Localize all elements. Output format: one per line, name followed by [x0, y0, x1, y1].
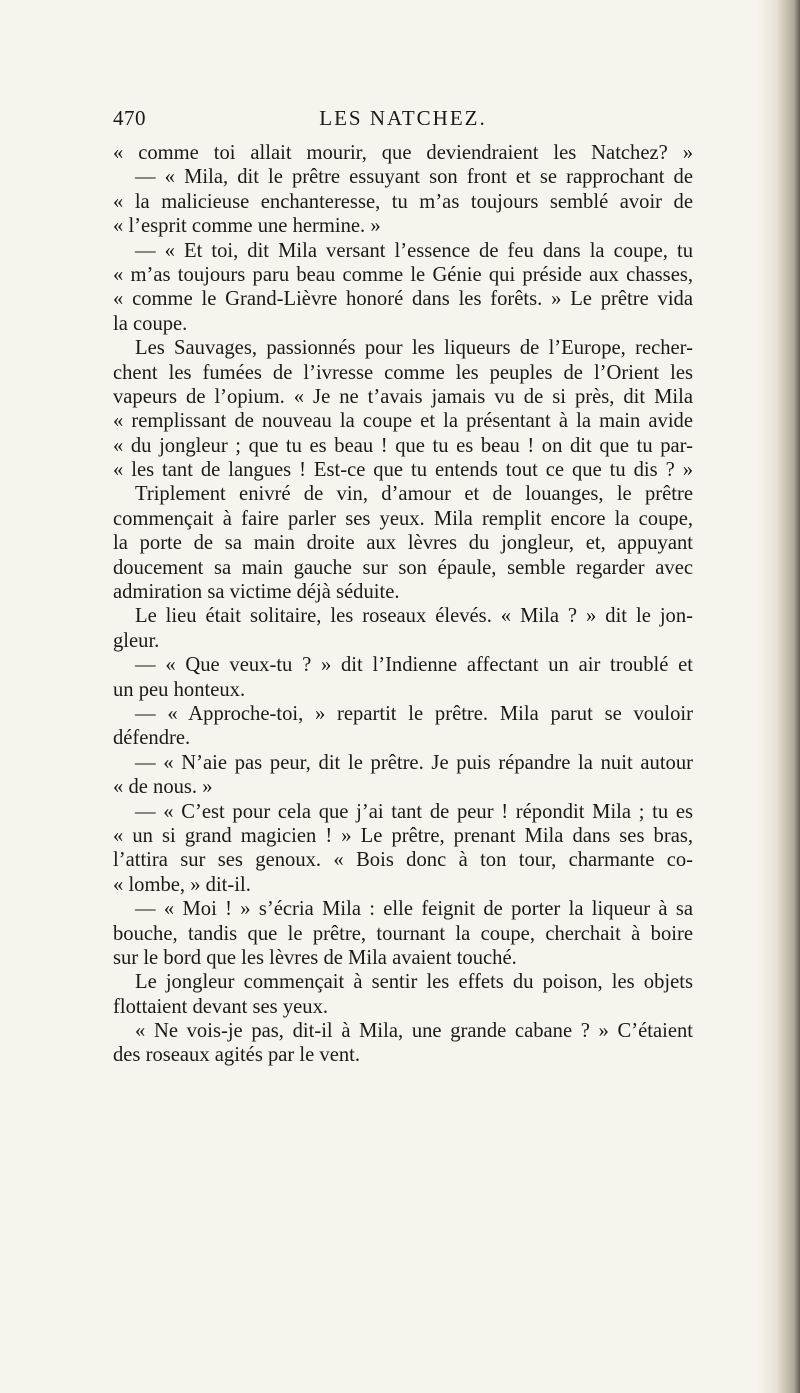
text-line: vapeurs de l’opium. « Je ne t’avais jamais vu de si près, dit Mila	[113, 385, 693, 408]
text-line: Le lieu était solitaire, les roseaux élevés. « Mila ? » dit le jon-	[135, 605, 693, 628]
text-line: « m’as toujours paru beau comme le Génie qui préside aux chasses,	[113, 263, 693, 286]
text-line: — « Et toi, dit Mila versant l’essence de feu dans la coupe, tu	[135, 239, 693, 262]
running-title: LES NATCHEZ.	[319, 106, 487, 130]
text-line: « remplissant de nouveau la coupe et la présentant à la main avide	[113, 410, 693, 433]
text-line: — « Que veux-tu ? » dit l’Indienne affectant un air troublé et	[135, 654, 693, 677]
text-line: la porte de sa main droite aux lèvres du jongleur, et, appuyant	[113, 532, 693, 555]
text-line: l’attira sur ses genoux. « Bois donc à ton tour, charmante co-	[113, 849, 693, 872]
text-line: défendre.	[113, 727, 191, 750]
text-line: — « Mila, dit le prêtre essuyant son front et se rapprochant de	[135, 166, 693, 189]
page-edge-shadow	[758, 0, 800, 1393]
text-line: commençait à faire parler ses yeux. Mila remplit encore la coupe,	[113, 507, 693, 530]
text-line: « comme le Grand-Lièvre honoré dans les forêts. » Le prêtre vida	[113, 288, 693, 311]
text-line: Le jongleur commençait à sentir les effets du poison, les objets	[135, 971, 693, 994]
text-line: — « N’aie pas peur, dit le prêtre. Je puis répandre la nuit autour	[135, 751, 693, 774]
text-line: « de nous. »	[113, 776, 213, 799]
text-line: doucement sa main gauche sur son épaule, semble regarder avec	[113, 556, 693, 579]
body-text	[113, 141, 693, 1068]
text-line: gleur.	[113, 629, 160, 652]
text-line: « un si grand magicien ! » Le prêtre, prenant Mila dans ses bras,	[113, 824, 693, 847]
text-line: sur le bord que les lèvres de Mila avaient touché.	[113, 946, 517, 969]
text-line: « Ne vois-je pas, dit-il à Mila, une grande cabane ? » C’étaient	[135, 1020, 693, 1043]
text-line: « du jongleur ; que tu es beau ! que tu es beau ! on dit que tu par-	[113, 434, 693, 457]
text-line: Les Sauvages, passionnés pour les liqueurs de l’Europe, recher-	[135, 337, 693, 360]
text-line: « lombe, » dit-il.	[113, 873, 251, 896]
text-line: — « Moi ! » s’écria Mila : elle feignit de porter la liqueur à sa	[135, 898, 693, 921]
text-line: « l’esprit comme une hermine. »	[113, 215, 381, 238]
page-header	[113, 106, 693, 136]
text-line: « les tant de langues ! Est-ce que tu entends tout ce que tu dis ? »	[113, 459, 693, 482]
text-line: « comme toi allait mourir, que deviendraient les Natchez? »	[113, 142, 693, 164]
text-line: « la malicieuse enchanteresse, tu m’as toujours semblé avoir de	[113, 190, 693, 213]
text-line: la coupe.	[113, 312, 188, 335]
text-line: Triplement enivré de vin, d’amour et de louanges, le prêtre	[135, 483, 693, 506]
text-line: des roseaux agités par le vent.	[113, 1044, 361, 1067]
text-line: admiration sa victime déjà séduite.	[113, 581, 400, 604]
text-line: un peu honteux.	[113, 678, 246, 701]
text-line: chent les fumées de l’ivresse comme les peuples de l’Orient les	[113, 361, 693, 384]
text-line: — « Approche-toi, » repartit le prêtre. Mila parut se vouloir	[135, 702, 693, 725]
text-line: flottaient devant ses yeux.	[113, 995, 329, 1018]
text-line: — « C’est pour cela que j’ai tant de peur ! répondit Mila ; tu es	[135, 800, 693, 823]
text-line: bouche, tandis que le prêtre, tournant la coupe, cherchait à boire	[113, 922, 693, 945]
page-number: 470	[113, 106, 146, 130]
